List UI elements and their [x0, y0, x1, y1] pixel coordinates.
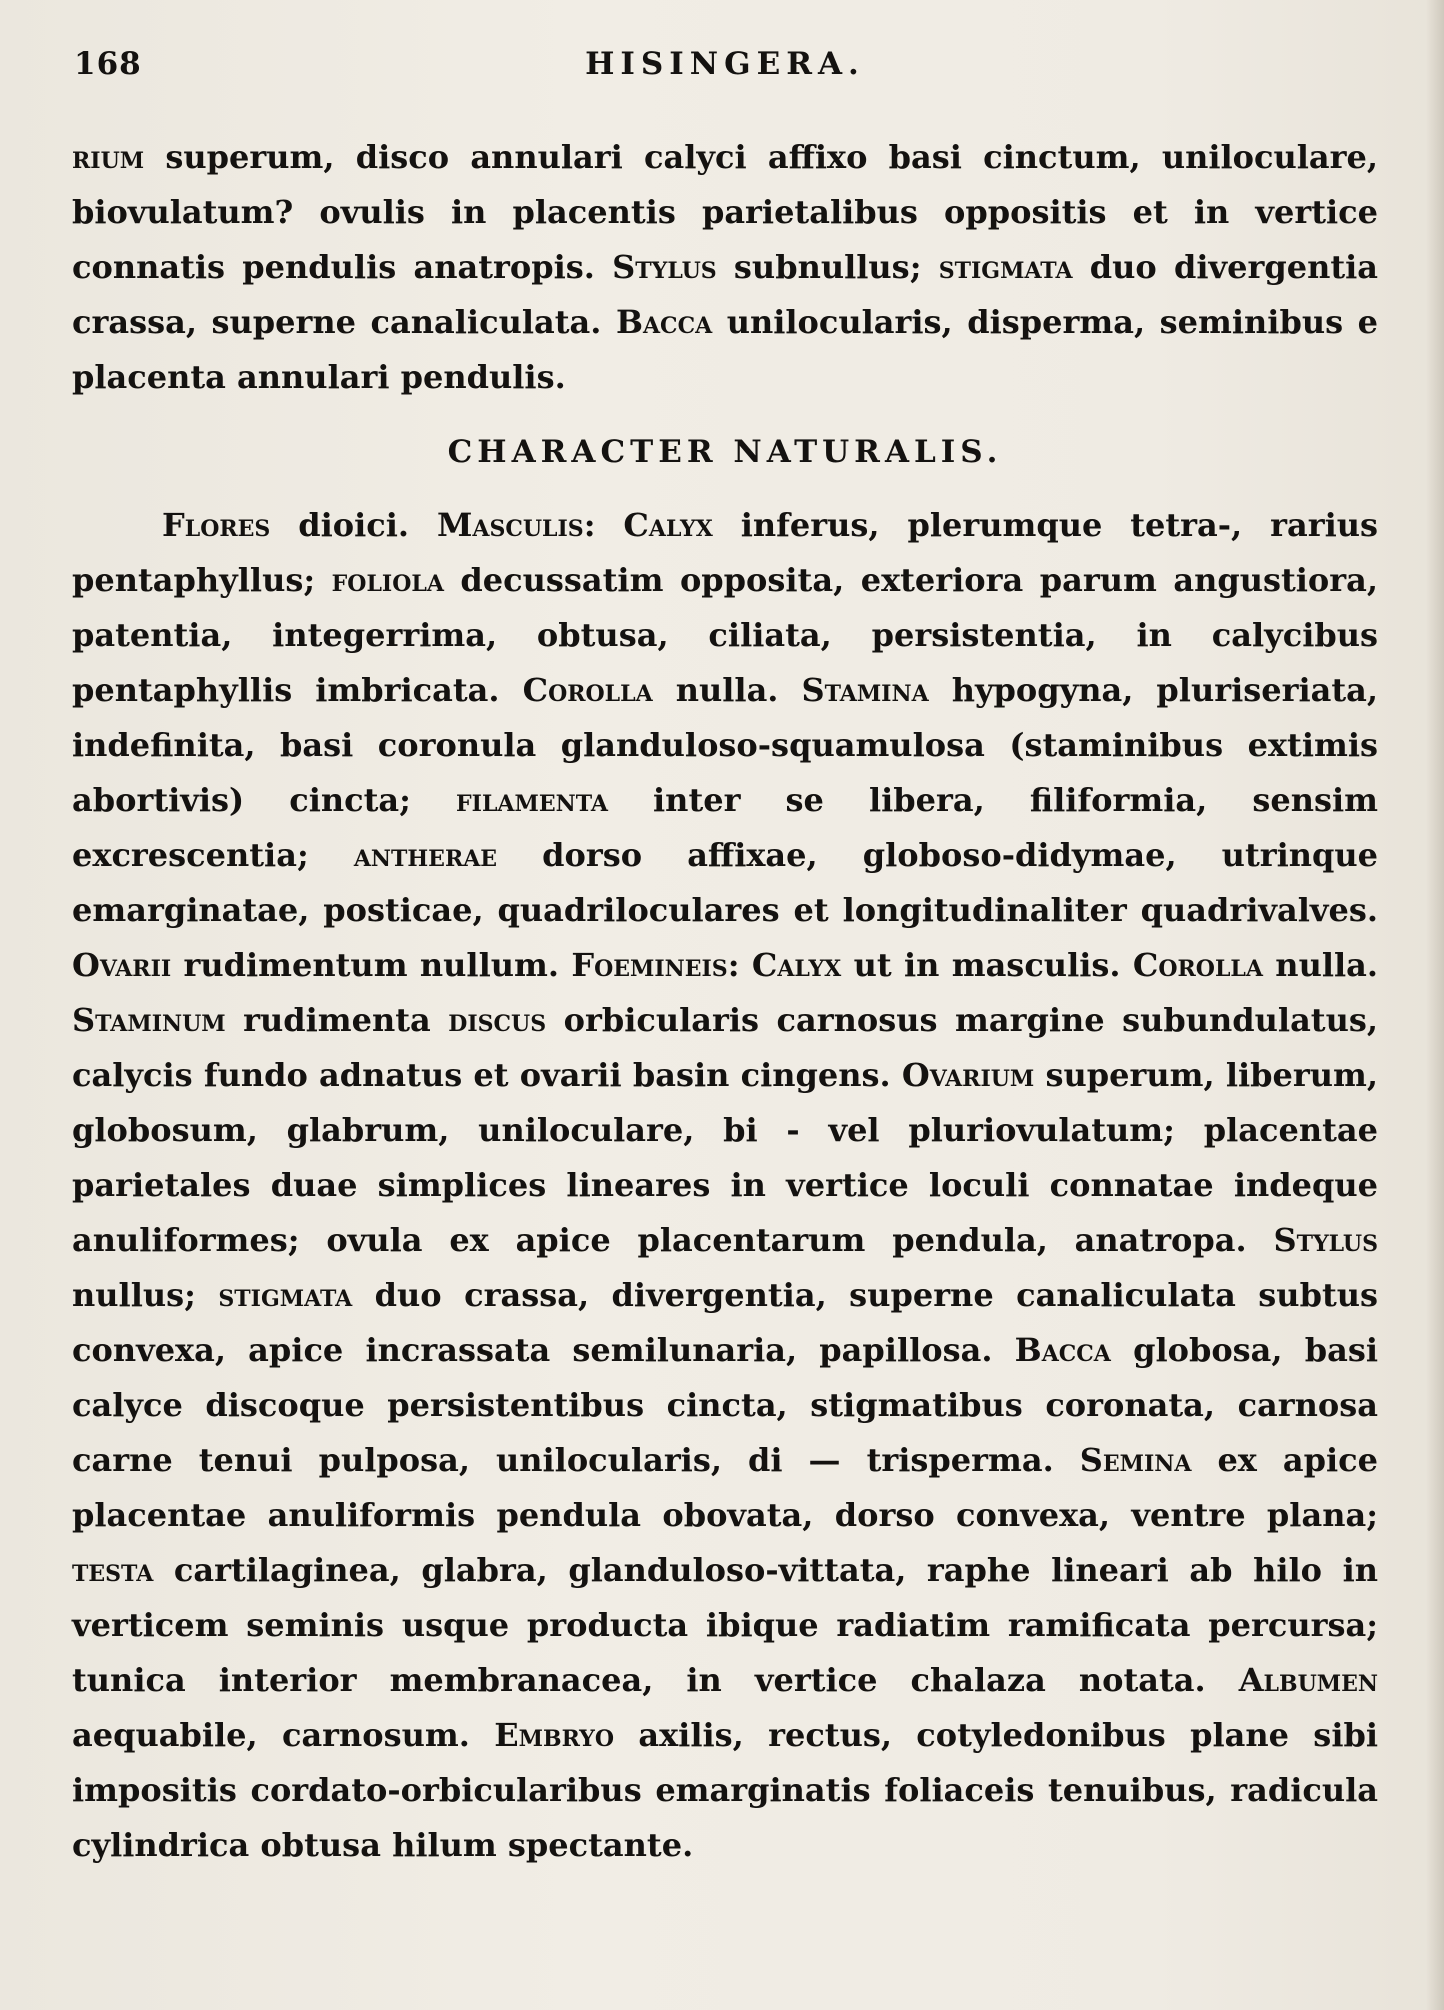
small-caps-term: Calyx — [751, 946, 842, 984]
text-run: orbicularis carnosus margine subundulatus, calycis fundo adnatus et ovarii basin cingens. — [72, 1001, 1379, 1094]
text-run: subnullus; — [716, 248, 939, 286]
text-run: inferus, plerumque tetra-, rarius pentaphyllus; — [72, 506, 1379, 599]
small-caps-term: Ovarii — [72, 946, 172, 984]
text-run: unilocularis, disperma, seminibus e placenta annulari pendulis. — [72, 303, 1379, 396]
small-caps-term: Albumen — [1238, 1661, 1378, 1699]
small-caps-term: Embryo — [494, 1716, 615, 1754]
text-run: nullus; — [72, 1276, 219, 1314]
section-heading — [72, 425, 1378, 480]
small-caps-term: stigmata — [218, 1276, 353, 1314]
text-run: rudimentum nullum. — [171, 946, 572, 984]
text-run: inter se libera, filiformia, sensim excrescentia; — [72, 781, 1379, 874]
small-caps-term: Stylus — [1273, 1221, 1378, 1259]
text-run: ut in masculis. — [841, 946, 1133, 984]
text-run: nulla. — [652, 671, 802, 709]
small-caps-term: Corolla — [522, 671, 653, 709]
text-run: globosa, basi calyce discoque persistentibus cincta, stigmatibus coronata, carnosa carne tenui pulposa, unilocularis, di — trisperma. — [72, 1331, 1379, 1479]
small-caps-term: Staminum — [72, 1001, 226, 1039]
small-caps-term: Stamina — [801, 671, 929, 709]
small-caps-term: stigmata — [938, 248, 1073, 286]
small-caps-term: Bacca — [1014, 1331, 1111, 1369]
text-run: aequabile, carnosum. — [72, 1716, 495, 1754]
text-run: : — [583, 506, 624, 544]
text-run: dioici. — [270, 506, 437, 544]
small-caps-term: antherae — [353, 836, 498, 874]
small-caps-term: testa — [72, 1551, 154, 1589]
small-caps-term: filamenta — [456, 781, 608, 819]
small-caps-term: foliola — [331, 561, 444, 599]
text-run: superum, liberum, globosum, glabrum, uniloculare, bi - vel pluriovulatum; placentae parietales duae simplices lineares in vertice loculi connatae indeque anuliformes; ovula ex apice placentarum pendula, anatropa. — [72, 1056, 1379, 1259]
small-caps-term: Calyx — [623, 506, 713, 544]
body-paragraph — [72, 498, 1378, 1873]
body-paragraph — [72, 130, 1378, 405]
small-caps-term: Ovarium — [901, 1056, 1035, 1094]
page-number: 168 — [74, 46, 142, 82]
small-caps-term: Corolla — [1132, 946, 1263, 984]
small-caps-term: Flores — [162, 506, 271, 544]
text-run: nulla. — [1262, 946, 1379, 984]
text-run: duo divergentia crassa, superne canaliculata. — [72, 248, 1379, 341]
text-run: decussatim opposita, exteriora parum angustiora, patentia, integerrima, obtusa, ciliata, persistentia, in calycibus pentaphyllis imbricata. — [72, 561, 1379, 709]
text-run: cartilaginea, glabra, glanduloso-vittata, raphe lineari ab hilo in verticem seminis usque producta ibique radiatim ramificata percursa; tunica interior membranacea, in vertice chalaza notata. — [72, 1551, 1378, 1699]
text-run: duo crassa, divergentia, superne canaliculata subtus convexa, apice incrassata semilunaria, papillosa. — [72, 1276, 1379, 1369]
text-run: dorso affixae, globoso-didymae, utrinque emarginatae, posticae, quadriloculares et longitudinaliter quadrivalves. — [72, 836, 1379, 929]
page-edge-shadow — [1426, 0, 1444, 2010]
text-run: superum, disco annulari calyci affixo basi cinctum, uniloculare, biovulatum? ovulis in placentis parietalibus oppositis et in vertice connatis pendulis anatropis. — [72, 138, 1378, 286]
small-caps-term: Bacca — [615, 303, 713, 341]
small-caps-term: Semina — [1079, 1441, 1192, 1479]
text-run: axilis, rectus, cotyledonibus plane sibi impositis cordato-orbicularibus emarginatis foliaceis tenuibus, radicula cylindrica obtusa hilum spectante. — [72, 1716, 1379, 1864]
body-text — [72, 130, 1378, 1873]
small-caps-term: Foemineis — [571, 946, 728, 984]
text-run: CHARACTER NATURALIS. — [447, 434, 1003, 470]
text-run: : — [727, 946, 752, 984]
small-caps-term: Stylus — [612, 248, 717, 286]
text-run: rudimenta — [225, 1001, 449, 1039]
small-caps-term: discus — [448, 1001, 547, 1039]
text-run: hypogyna, pluriseriata, indefinita, basi coronula glanduloso-squamulosa (staminibus extimis abortivis) cincta; — [72, 671, 1379, 819]
text-run: ex apice placentae anuliformis pendula obovata, dorso convexa, ventre plana; — [72, 1441, 1378, 1534]
small-caps-term: rium — [72, 138, 145, 176]
small-caps-term: Masculis — [436, 506, 584, 544]
page-header — [74, 46, 1376, 90]
running-title: HISINGERA. — [585, 46, 865, 82]
